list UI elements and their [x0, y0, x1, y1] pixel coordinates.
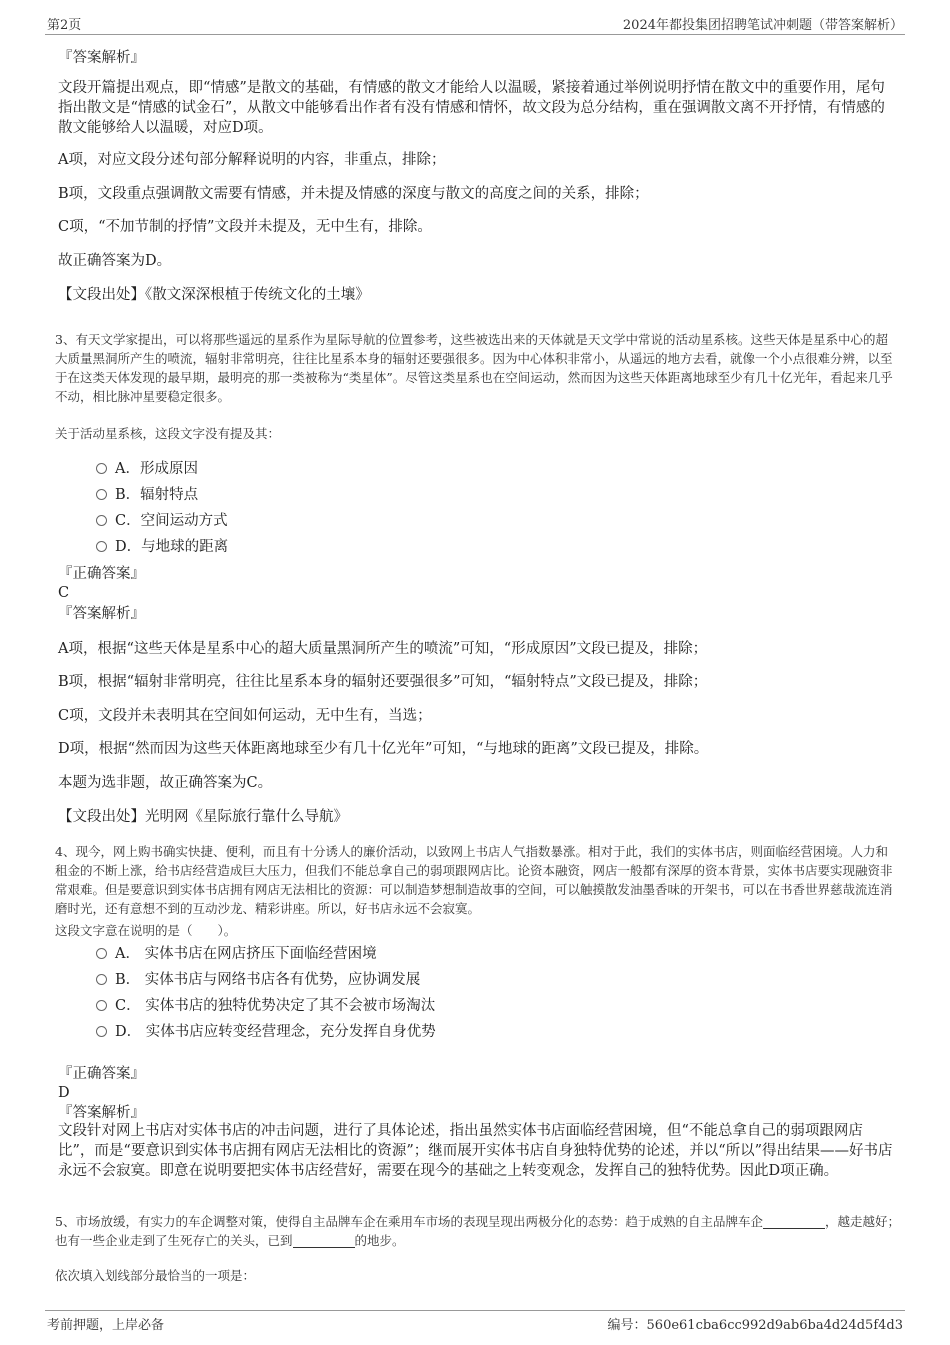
q3-analysis-b: B项，根据“辐射非常明亮，往往比星系本身的辐射还要强很多”可知，“辐射特点”文段已提及，排除； [58, 674, 708, 690]
radio-icon[interactable] [96, 1026, 107, 1037]
radio-icon[interactable] [96, 541, 107, 552]
q3-conclusion: 本题为选非题，故正确答案为C。 [58, 775, 273, 791]
q3-answer-label: 『正确答案』 [58, 566, 145, 582]
q3-option-c[interactable]: C．空间运动方式 [96, 511, 228, 531]
q2-source: 【文段出处】《散文深深根植于传统文化的土壤》 [58, 287, 370, 303]
q3-analysis-c: C项，文段并未表明其在空间如何运动，无中生有，当选； [58, 708, 432, 724]
q4-analysis-text: 文段针对网上书店对实体书店的冲击问题，进行了具体论述，指出虽然实体书店面临经营困境，但“不能总拿自己的弱项跟网店比”，而是“要意识到实体书店拥有网店无法相比的资源”；继而展开实体书店自身独特优势的论述，并以“所以”得出结果——好书店永远不会寂寞。即意在说明要把实体书店经营好，需要在现今的基础之上转变观念，发挥自己的独特优势。因此D项正确。 [58, 1123, 893, 1179]
radio-icon[interactable] [96, 974, 107, 985]
q3-analysis-a: A项，根据“这些天体是星系中心的超大质量黑洞所产生的喷流”可知，“形成原因”文段已提及，排除； [58, 641, 708, 657]
q2-analysis-text: 文段开篇提出观点，即“情感”是散文的基础，有情感的散文才能给人以温暖，紧接着通过举例说明抒情在散文中的重要作用，尾句指出散文是“情感的试金石”，从散文中能够看出作者有没有情感和情怀，故文段为总分结构，重在强调散文离不开抒情，有情感的散文能够给人以温暖，对应D项。 [58, 80, 885, 136]
q4-option-a[interactable]: A． 实体书店在网店挤压下面临经营困境 [96, 944, 377, 964]
radio-icon[interactable] [96, 463, 107, 474]
q2-conclusion: 故正确答案为D。 [58, 253, 172, 269]
q3-source: 【文段出处】光明网《星际旅行靠什么导航》 [58, 809, 348, 825]
q4-option-b[interactable]: B． 实体书店与网络书店各有优势，应协调发展 [96, 970, 420, 990]
radio-icon[interactable] [96, 489, 107, 500]
q4-answer-label: 『正确答案』 [58, 1066, 145, 1082]
fill-blank-2[interactable] [293, 1233, 355, 1248]
page-footer [45, 1310, 905, 1333]
q3-question: 关于活动星系核，这段文字没有提及其： [55, 426, 281, 441]
q3-analysis-d: D项，根据“然而因为这些天体距离地球至少有几十亿光年”可知，“与地球的距离”文段已提及，排除。 [58, 741, 709, 757]
q4-option-c[interactable]: C． 实体书店的独特优势决定了其不会被市场淘汰 [96, 996, 435, 1016]
q3-stem: 3、有天文学家提出，可以将那些遥远的星系作为星际导航的位置参考，这些被选出来的天体就是天文学中常说的活动星系核。这些天体是星系中心的超大质量黑洞所产生的喷流，辐射非常明亮，往往比星系本身的辐射还要强很多。因为中心体积非常小，从遥远的地方去看，就像一个小点很难分辨，以至于在这类天体发现的最早期，最明亮的那一类被称为“类星体”。尽管这类星系也在空间运动，然而因为这些天体距离地球至少有几十亿光年，看起来几乎不动，相比脉冲星要稳定很多。 [55, 332, 893, 404]
page-number: 第2页 [47, 18, 82, 33]
q2-analysis-b: B项，文段重点强调散文需要有情感，并未提及情感的深度与散文的高度之间的关系，排除； [58, 186, 649, 202]
q2-analysis-c: C项，“不加节制的抒情”文段并未提及，无中生有，排除。 [58, 219, 432, 235]
page-header [45, 14, 905, 35]
q4-option-d[interactable]: D． 实体书店应转变经营理念，充分发挥自身优势 [96, 1022, 436, 1042]
q4-stem: 4、现今，网上购书确实快捷、便利，而且有十分诱人的廉价活动，以致网上书店人气指数暴涨。相对于此，我们的实体书店，则面临经营困境。人力和租金的不断上涨，给书店经营造成巨大压力，但我们不能总拿自己的弱项跟网店比。论资本融资，网店一般都有深厚的资本背景，实体书店要实现融资非常艰难。但是要意识到实体书店拥有网店无法相比的资源：可以制造梦想制造故事的空间，可以触摸散发油墨香味的开架书，可以在书香世界慈哉流连消磨时光，还有意想不到的互动沙龙、精彩讲座。所以，好书店永远不会寂寞。 [55, 844, 893, 916]
fill-blank-1[interactable] [763, 1214, 825, 1229]
radio-icon[interactable] [96, 515, 107, 526]
q4-answer: D [58, 1085, 70, 1101]
q4-question: 这段文字意在说明的是（ ）。 [55, 923, 237, 938]
document-title: 2024年都投集团招聘笔试冲刺题（带答案解析） [622, 18, 903, 33]
q2-analysis-a: A项，对应文段分述句部分解释说明的内容，非重点，排除； [58, 152, 446, 168]
q3-option-a[interactable]: A．形成原因 [96, 459, 198, 479]
q4-analysis-label: 『答案解析』 [58, 1105, 145, 1121]
radio-icon[interactable] [96, 1000, 107, 1011]
q5-question: 依次填入划线部分最恰当的一项是： [55, 1268, 256, 1283]
q3-option-b[interactable]: B．辐射特点 [96, 485, 198, 505]
footer-slogan: 考前押题，上岸必备 [47, 1318, 165, 1333]
q3-answer: C [58, 585, 70, 601]
q2-analysis-label: 『答案解析』 [58, 50, 145, 66]
footer-doc-id: 编号：560e61cba6cc992d9ab6ba4d24d5f4d3 [607, 1318, 903, 1333]
q3-analysis-label: 『答案解析』 [58, 606, 145, 622]
q3-option-d[interactable]: D．与地球的距离 [96, 537, 228, 557]
radio-icon[interactable] [96, 948, 107, 959]
q5-stem: 5、市场放缓，有实力的车企调整对策，使得自主品牌车企在乘用车市场的表现呈现出两极分化的态势：趋于成熟的自主品牌车企 ，越走越好；也有一些企业走到了生死存亡的关头，已到 的地步。 [55, 1214, 900, 1248]
